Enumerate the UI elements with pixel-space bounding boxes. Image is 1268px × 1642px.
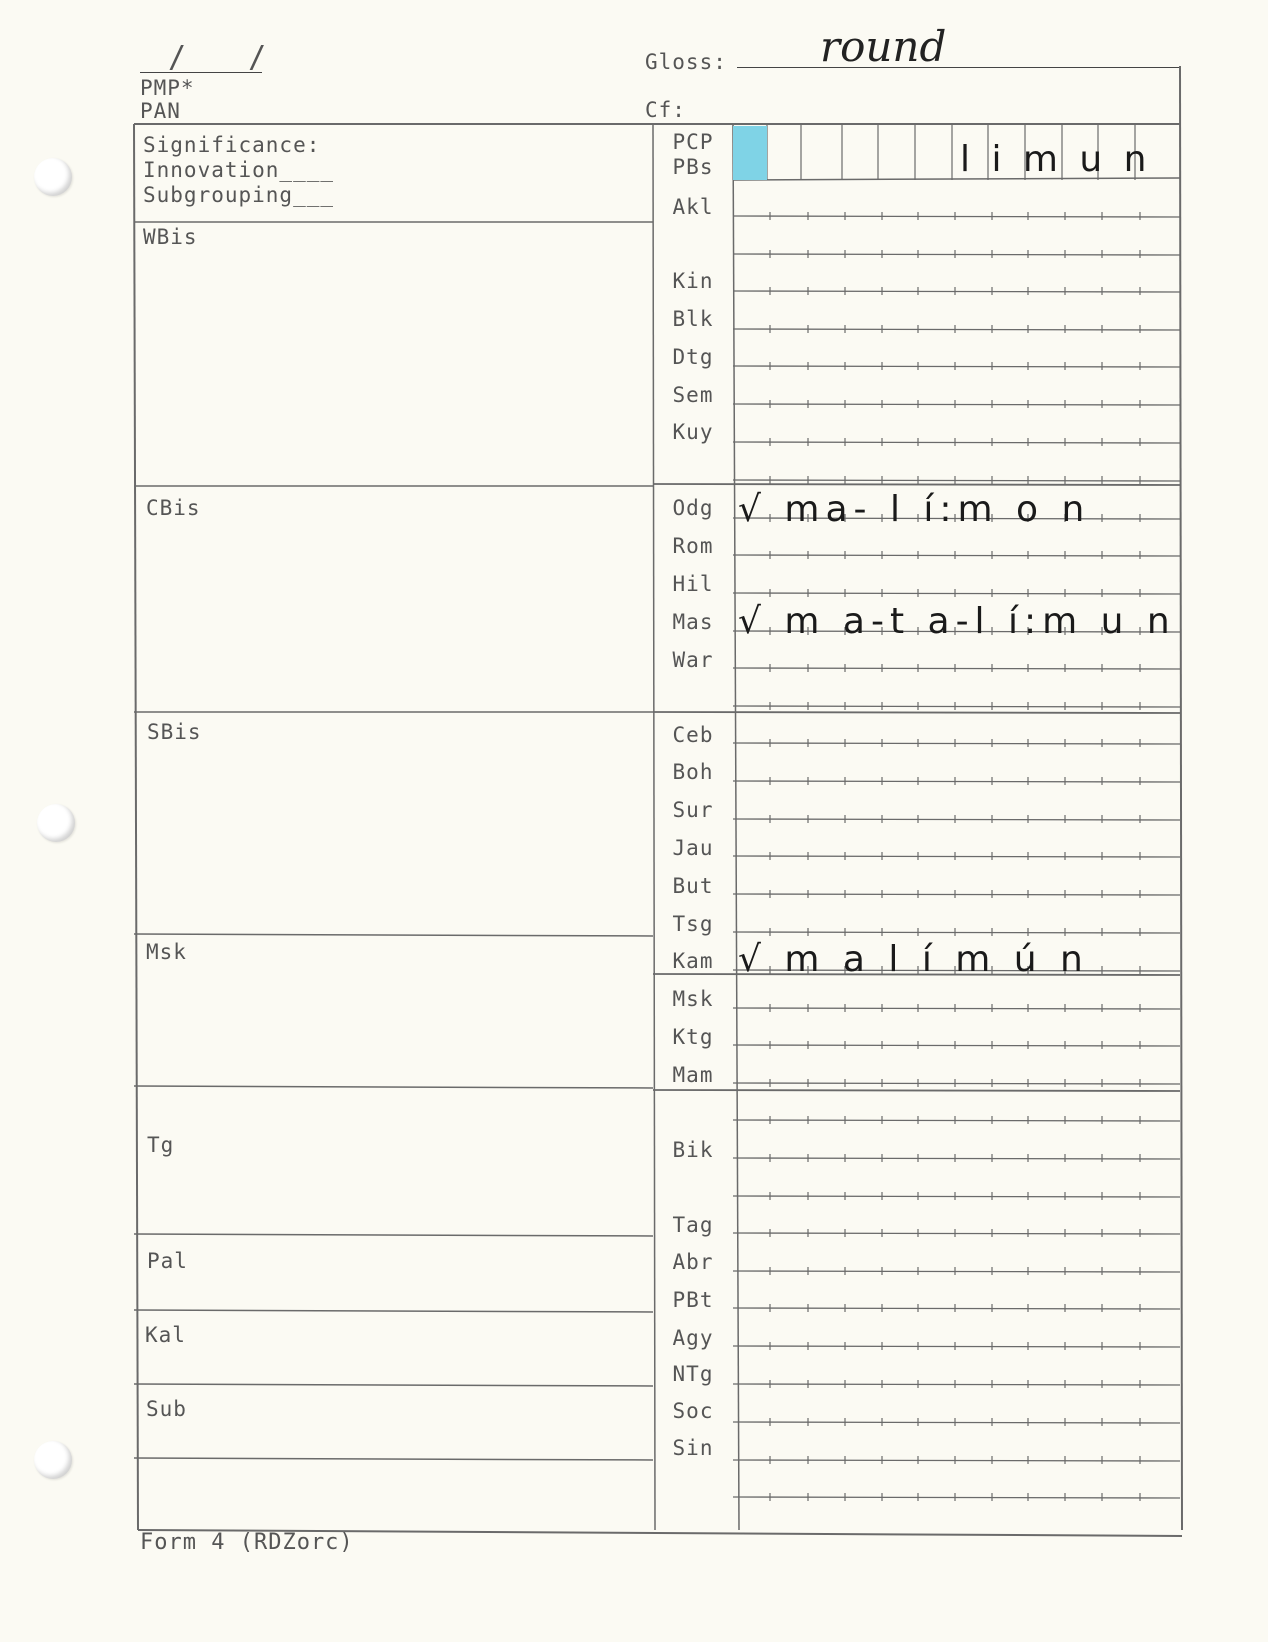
ruled-line xyxy=(733,442,1180,443)
pan-label: PAN xyxy=(140,99,181,123)
ruled-line xyxy=(733,1120,1180,1121)
section-sbis: SBis xyxy=(147,720,202,744)
section-wbis: WBis xyxy=(143,225,198,249)
ruled-line xyxy=(733,781,1180,782)
entry-kam: √ m a l í m ú n xyxy=(738,939,1089,980)
section-sub: Sub xyxy=(146,1397,187,1421)
lang-sin: Sin xyxy=(672,1436,714,1460)
lang-jau: Jau xyxy=(672,836,714,860)
section-divider xyxy=(653,712,1180,713)
lang-bik: Bik xyxy=(672,1138,714,1162)
ruled-line xyxy=(733,480,1180,481)
lang-agy: Agy xyxy=(672,1326,714,1350)
ruled-line xyxy=(733,1422,1180,1423)
date-underline xyxy=(140,72,262,73)
highlight-cell xyxy=(733,126,767,180)
lang-mam: Mam xyxy=(672,1063,714,1087)
lang-tsg: Tsg xyxy=(672,912,714,936)
lang-odg: Odg xyxy=(672,496,714,520)
ruled-line xyxy=(733,291,1180,292)
ruled-line xyxy=(733,254,1180,255)
lang-kin: Kin xyxy=(672,269,714,293)
lang-ktg: Ktg xyxy=(672,1025,714,1049)
lang-pbs: PBs xyxy=(672,155,714,179)
section-cbis: CBis xyxy=(146,496,201,520)
lang-kam: Kam xyxy=(672,949,714,973)
ruled-line xyxy=(733,1308,1180,1309)
lang-ntg: NTg xyxy=(672,1362,714,1386)
ruled-line xyxy=(733,329,1180,330)
ruled-line xyxy=(733,1196,1180,1197)
lang-ceb: Ceb xyxy=(672,723,714,747)
ruled-line xyxy=(733,555,1180,556)
ruled-line xyxy=(733,216,1180,217)
ruled-line xyxy=(733,404,1180,405)
section-divider xyxy=(134,1384,653,1386)
date-mark: / / xyxy=(168,40,289,75)
ruled-line xyxy=(733,1045,1180,1046)
section-tg: Tg xyxy=(147,1133,175,1157)
innovation-field: Innovation____ xyxy=(143,158,335,182)
cf-label: Cf: xyxy=(645,98,686,122)
subgrouping-field: Subgrouping___ xyxy=(143,183,335,207)
lang-hil: Hil xyxy=(672,572,714,596)
lang-abr: Abr xyxy=(672,1250,714,1274)
section-divider xyxy=(134,1458,653,1460)
lang-akl: Akl xyxy=(672,195,714,219)
ruled-line xyxy=(733,1271,1180,1272)
form-footer: Form 4 (RDZorc) xyxy=(140,1530,354,1555)
section-divider xyxy=(134,1086,653,1088)
gloss-underline xyxy=(737,67,1179,68)
lang-sur: Sur xyxy=(672,798,714,822)
ruled-line xyxy=(733,1460,1180,1461)
lang-pbt: PBt xyxy=(672,1288,714,1312)
ruled-line xyxy=(733,1384,1180,1385)
lang-dtg: Dtg xyxy=(672,345,714,369)
ruled-line xyxy=(733,743,1180,744)
ruled-line xyxy=(733,1346,1180,1347)
lang-but: But xyxy=(672,874,714,898)
section-divider xyxy=(134,1310,653,1312)
lang-soc: Soc xyxy=(672,1399,714,1423)
section-divider xyxy=(134,1234,653,1236)
entry-pcp: l i m u n xyxy=(960,139,1152,180)
ruled-line xyxy=(733,856,1180,857)
ruled-line xyxy=(733,593,1180,594)
entry-mas: √ m a-t a-l í:m u n xyxy=(738,601,1176,642)
gloss-value: round xyxy=(820,22,947,71)
pmp-label: PMP* xyxy=(140,76,195,100)
ruled-line xyxy=(733,366,1180,367)
section-divider xyxy=(653,484,1180,485)
ruled-line xyxy=(733,894,1180,895)
ruled-line xyxy=(733,1497,1180,1498)
lang-blk: Blk xyxy=(672,307,714,331)
significance-title: Significance: xyxy=(143,133,321,157)
section-divider xyxy=(653,1090,1180,1091)
entry-odg: √ ma- l í:m o n xyxy=(738,489,1091,530)
gloss-label: Gloss: xyxy=(645,50,727,74)
section-pal: Pal xyxy=(147,1249,188,1273)
ruled-line xyxy=(733,819,1180,820)
ruled-line xyxy=(733,668,1180,669)
section-kal: Kal xyxy=(145,1323,186,1347)
col-divider xyxy=(733,124,739,1530)
ruled-line xyxy=(733,1083,1180,1084)
col-divider xyxy=(653,124,655,1530)
lang-mas: Mas xyxy=(672,610,714,634)
lang-war: War xyxy=(672,648,714,672)
ruled-line xyxy=(733,706,1180,707)
ruled-line xyxy=(733,1233,1180,1234)
ruled-line xyxy=(733,1158,1180,1159)
section-divider xyxy=(134,934,653,936)
lang-sem: Sem xyxy=(672,383,714,407)
lang-tag: Tag xyxy=(672,1213,714,1237)
lang-msk: Msk xyxy=(672,987,714,1011)
border-left xyxy=(134,124,138,1530)
lang-boh: Boh xyxy=(672,760,714,784)
lang-rom: Rom xyxy=(672,534,714,558)
lang-pcp: PCP xyxy=(672,130,714,154)
ruled-line xyxy=(733,932,1180,933)
ruled-line xyxy=(733,1008,1180,1009)
lang-kuy: Kuy xyxy=(672,420,714,444)
section-msk: Msk xyxy=(146,940,187,964)
border-right xyxy=(1180,66,1182,1530)
